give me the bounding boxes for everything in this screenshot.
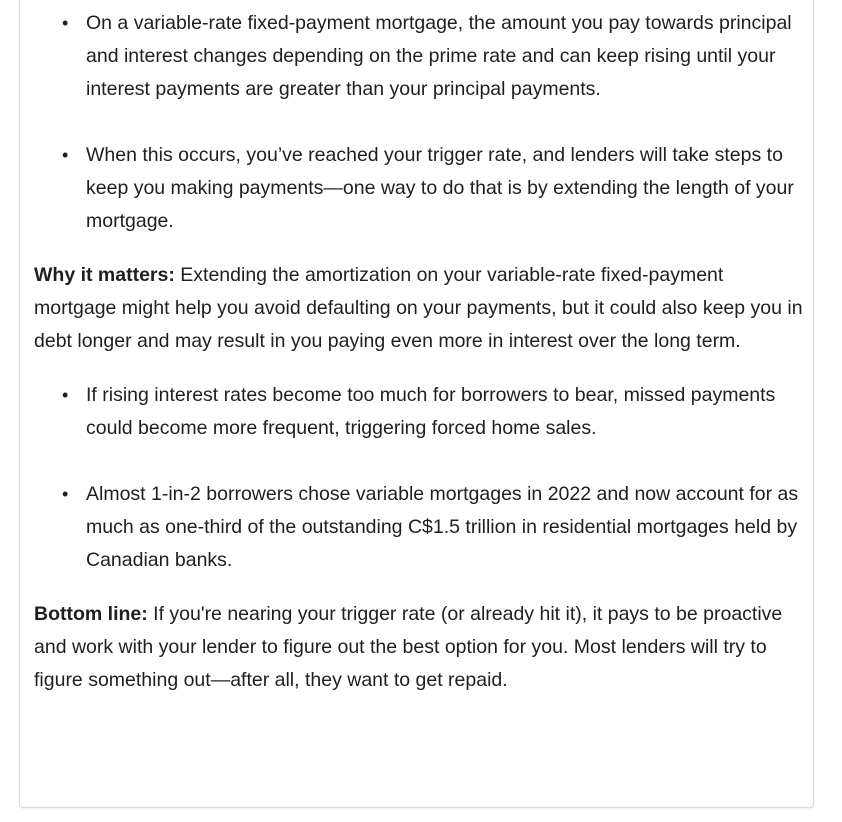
list-item: • On a variable-rate fixed-payment mortgage, the amount you pay towards principal and interest changes depending on the prime rate and can keep rising until your interest payments are greater than your principal payments. bbox=[34, 7, 804, 106]
list-item: • Almost 1-in-2 borrowers chose variable mortgages in 2022 and now account for as much as one-third of the outstanding C$1.5 trillion in residential mortgages held by Canadian banks. bbox=[34, 478, 804, 577]
bottom-line-text: If you're nearing your trigger rate (or already hit it), it pays to be proactive and work with your lender to figure out the best option for you. Most lenders will try to figure something out—after all, they want to get repaid. bbox=[34, 603, 783, 691]
bullet-list-risks bbox=[34, 379, 804, 577]
bottom-line-paragraph bbox=[34, 598, 804, 697]
list-item: • If rising interest rates become too much for borrowers to bear, missed payments could become more frequent, triggering forced home sales. bbox=[34, 379, 804, 445]
bullet-list-trigger-rate bbox=[34, 7, 804, 238]
why-it-matters-label: Why it matters: bbox=[34, 264, 175, 286]
why-it-matters-text: Extending the amortization on your variable-rate fixed-payment mortgage might help you avoid defaulting on your payments, but it could also keep you in debt longer and may result in you paying even more in interest over the long term. bbox=[34, 264, 803, 352]
bottom-line-label: Bottom line: bbox=[34, 603, 148, 625]
list-item: • When this occurs, you’ve reached your trigger rate, and lenders will take steps to keep you making payments—one way to do that is by extending the length of your mortgage. bbox=[34, 139, 804, 238]
article-content bbox=[34, 7, 804, 697]
why-it-matters-paragraph bbox=[34, 259, 804, 358]
